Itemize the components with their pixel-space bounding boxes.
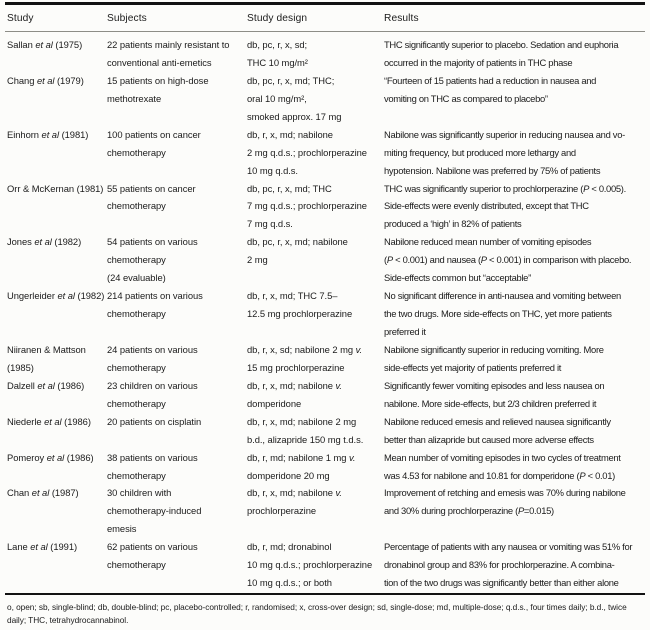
text-line: db, r, md; dronabinol — [247, 541, 332, 553]
text-line: better than alizapride but caused more adverse effects — [384, 433, 594, 445]
subjects-cell — [107, 36, 247, 72]
text-line: 10 mg q.d.s.; prochlorperazine — [247, 559, 373, 571]
text-line: THC significantly superior to placebo. Sedation and euphoria — [384, 39, 619, 50]
footnote: o, open; sb, single-blind; db, double-blind; pc, placebo-controlled; r, randomised; x, cross-over design; sd, single-dose; md, multiple-dose; q.d.s., four times daily; b.d., twice daily; THC, tetrahydrocannabinol. — [7, 602, 627, 625]
text-line: THC was significantly superior to prochlorperazine (P < 0.005). — [384, 182, 626, 194]
results-cell — [384, 180, 645, 234]
text-line: chemotherapy — [107, 469, 166, 481]
results-cell — [384, 126, 645, 180]
text-line: smoked approx. 17 mg — [247, 110, 342, 122]
text-line: 12.5 mg prochlorperazine — [247, 308, 353, 320]
results-cell — [384, 287, 645, 341]
text-line: Jones et al (1982) — [7, 236, 82, 248]
text-line: 10 mg q.d.s. — [247, 164, 298, 176]
text-line: Chan et al (1987) — [7, 487, 79, 499]
design-cell — [247, 377, 384, 413]
text-line: produced a ‘high’ in 82% of patients — [384, 218, 522, 230]
text-line: db, r, x, md; nabilone v. — [247, 379, 342, 391]
study-cell — [7, 449, 107, 485]
table-header-row — [2, 5, 648, 31]
text-line: db, pc, r, x, md; nabilone — [247, 236, 348, 248]
table-row — [2, 377, 648, 413]
text-line: db, r, x, sd; nabilone 2 mg v. — [247, 343, 363, 355]
table-row — [2, 233, 648, 287]
text-line: Niederle et al (1986) — [7, 415, 91, 427]
text-line: db, r, x, md; THC 7.5– — [247, 290, 338, 302]
table-row — [2, 36, 648, 72]
text-line: Mean number of vomiting episodes in two cycles of treatment — [384, 451, 621, 463]
text-line: Dalzell et al (1986) — [7, 379, 85, 391]
text-line: 15 mg prochlorperazine — [247, 361, 345, 373]
text-line: oral 10 mg/m², — [247, 92, 307, 104]
text-line: the two drugs. More side-effects on THC, yet more patients — [384, 308, 612, 320]
text-line: Nabilone reduced mean number of vomiting episodes — [384, 236, 592, 248]
text-line: 2 mg q.d.s.; prochlorperazine — [247, 146, 367, 158]
table-row — [2, 449, 648, 485]
study-cell — [7, 377, 107, 413]
column-header-subjects: Subjects — [107, 13, 147, 24]
study-cell — [7, 233, 107, 287]
text-line: Sallan et al (1975) — [7, 39, 83, 50]
text-line: (P < 0.001) and nausea (P < 0.001) in comparison with placebo. — [384, 254, 632, 266]
results-cell — [384, 72, 645, 126]
text-line: chemotherapy-induced — [107, 505, 202, 517]
study-cell — [7, 36, 107, 72]
subjects-cell — [107, 449, 247, 485]
results-cell — [384, 449, 645, 485]
text-line: 22 patients mainly resistant to — [107, 39, 230, 50]
text-line: 38 patients on various — [107, 451, 198, 463]
text-line: domperidone 20 mg — [247, 469, 330, 481]
text-line: chemotherapy — [107, 559, 166, 571]
text-line: occurred in the majority of patients in THC phase — [384, 56, 573, 68]
text-line: Chang et al (1979) — [7, 74, 84, 86]
results-cell — [384, 484, 645, 538]
results-cell — [384, 233, 645, 287]
subjects-cell — [107, 538, 247, 592]
text-line: hypotension. Nabilone was preferred by 75% of patients — [384, 164, 601, 176]
results-cell — [384, 538, 645, 592]
table-row — [2, 484, 648, 538]
study-cell — [7, 413, 107, 449]
results-cell — [384, 36, 645, 72]
text-line: Ungerleider et al (1982) — [7, 290, 105, 302]
text-line: db, pc, r, x, md; THC — [247, 182, 332, 194]
text-line: Pomeroy et al (1986) — [7, 451, 94, 463]
text-line: chemotherapy — [107, 254, 166, 266]
text-line: 15 patients on high-dose — [107, 74, 209, 86]
table-row — [2, 341, 648, 377]
text-line: side-effects yet majority of patients preferred it — [384, 361, 562, 373]
text-line: preferred it — [384, 326, 426, 337]
text-line: Side-effects were evenly distributed, except that THC — [384, 200, 589, 212]
text-line: Orr & McKernan (1981) — [7, 182, 104, 194]
table-row — [2, 72, 648, 126]
text-line: 7 mg q.d.s.; prochlorperazine — [247, 200, 367, 212]
design-cell — [247, 287, 384, 341]
design-cell — [247, 341, 384, 377]
table-row — [2, 180, 648, 234]
table-row — [2, 538, 648, 592]
study-cell — [7, 484, 107, 538]
design-cell — [247, 538, 384, 592]
text-line: db, r, x, md; nabilone 2 mg — [247, 415, 357, 427]
design-cell — [247, 484, 384, 538]
text-line: Lane et al (1991) — [7, 541, 78, 553]
text-line: Nabilone significantly superior in reducing vomiting. More — [384, 343, 604, 355]
design-cell — [247, 72, 384, 126]
study-cell — [7, 341, 107, 377]
text-line: db, pc, r, x, sd; — [247, 39, 308, 50]
text-line: Einhorn et al (1981) — [7, 128, 89, 140]
text-line: 20 patients on cisplatin — [107, 415, 202, 427]
text-line: db, r, md; nabilone 1 mg v. — [247, 451, 356, 463]
text-line: and 30% during prochlorperazine (P=0.015) — [384, 505, 554, 517]
text-line: Percentage of patients with any nausea or vomiting was 51% for — [384, 541, 633, 553]
subjects-cell — [107, 126, 247, 180]
text-line: chemotherapy — [107, 308, 166, 320]
text-line: was 4.53 for nabilone and 10.81 for domperidone (P < 0.01) — [384, 469, 615, 481]
subjects-cell — [107, 287, 247, 341]
text-line: chemotherapy — [107, 397, 166, 409]
results-cell — [384, 413, 645, 449]
table-row — [2, 287, 648, 341]
text-line: 54 patients on various — [107, 236, 198, 248]
column-header-design: Study design — [247, 13, 308, 24]
text-line: Improvement of retching and emesis was 70% during nabilone — [384, 487, 626, 499]
text-line: Nabilone reduced emesis and relieved nausea significantly — [384, 415, 611, 427]
subjects-cell — [107, 233, 247, 287]
text-line: dronabinol group and 83% for prochlorperazine. A combina- — [384, 559, 615, 571]
text-line: 100 patients on cancer — [107, 128, 201, 140]
text-line: db, r, x, md; nabilone — [247, 128, 333, 140]
table-row — [2, 126, 648, 180]
text-line: 10 mg q.d.s.; or both — [247, 577, 332, 589]
column-header-study: Study — [7, 13, 34, 24]
text-line: methotrexate — [107, 92, 162, 104]
text-line: 214 patients on various — [107, 290, 203, 302]
text-line: b.d., alizapride 150 mg t.d.s. — [247, 433, 364, 445]
subjects-cell — [107, 341, 247, 377]
text-line: chemotherapy — [107, 146, 166, 158]
text-line: 2 mg — [247, 254, 268, 266]
text-line: No significant difference in anti-nausea and vomiting between — [384, 290, 621, 302]
text-line: vomiting on THC as compared to placebo” — [384, 92, 548, 104]
results-cell — [384, 341, 645, 377]
design-cell — [247, 233, 384, 287]
text-line: nabilone. More side-effects, but 2/3 children preferred it — [384, 397, 597, 409]
subjects-cell — [107, 377, 247, 413]
text-line: db, pc, r, x, md; THC; — [247, 74, 335, 86]
text-line: (1985) — [7, 361, 34, 373]
study-cell — [7, 287, 107, 341]
table-body — [2, 32, 648, 592]
text-line: Side-effects common but “acceptable” — [384, 272, 531, 284]
subjects-cell — [107, 413, 247, 449]
text-line: db, r, x, md; nabilone v. — [247, 487, 342, 499]
text-line: 55 patients on cancer — [107, 182, 196, 194]
text-line: 24 patients on various — [107, 343, 198, 355]
text-line: domperidone — [247, 397, 302, 409]
table-row — [2, 413, 648, 449]
design-cell — [247, 449, 384, 485]
text-line: tion of the two drugs was significantly better than either alone — [384, 577, 619, 589]
text-line: prochlorperazine — [247, 505, 317, 517]
design-cell — [247, 126, 384, 180]
subjects-cell — [107, 72, 247, 126]
text-line: chemotherapy — [107, 200, 166, 212]
text-line: Nabilone was significantly superior in reducing nausea and vo- — [384, 128, 625, 140]
design-cell — [247, 36, 384, 72]
text-line: 30 children with — [107, 487, 172, 499]
text-line: Significantly fewer vomiting episodes and less nausea on — [384, 379, 605, 391]
study-cell — [7, 72, 107, 126]
text-line: conventional anti-emetics — [107, 56, 212, 68]
results-cell — [384, 377, 645, 413]
text-line: chemotherapy — [107, 361, 166, 373]
study-cell — [7, 538, 107, 592]
text-line: THC 10 mg/m² — [247, 56, 308, 68]
text-line: “Fourteen of 15 patients had a reduction in nausea and — [384, 74, 597, 86]
text-line: 62 patients on various — [107, 541, 198, 553]
subjects-cell — [107, 484, 247, 538]
design-cell — [247, 413, 384, 449]
text-line: (24 evaluable) — [107, 272, 166, 284]
paper-table-page — [0, 2, 650, 630]
design-cell — [247, 180, 384, 234]
study-cell — [7, 126, 107, 180]
text-line: miting frequency, but produced more lethargy and — [384, 146, 576, 158]
text-line: emesis — [107, 523, 137, 535]
subjects-cell — [107, 180, 247, 234]
text-line: Niiranen & Mattson — [7, 343, 86, 355]
study-cell — [7, 180, 107, 234]
text-line: 23 children on various — [107, 379, 198, 391]
column-header-results: Results — [384, 13, 419, 24]
text-line: 7 mg q.d.s. — [247, 218, 293, 230]
